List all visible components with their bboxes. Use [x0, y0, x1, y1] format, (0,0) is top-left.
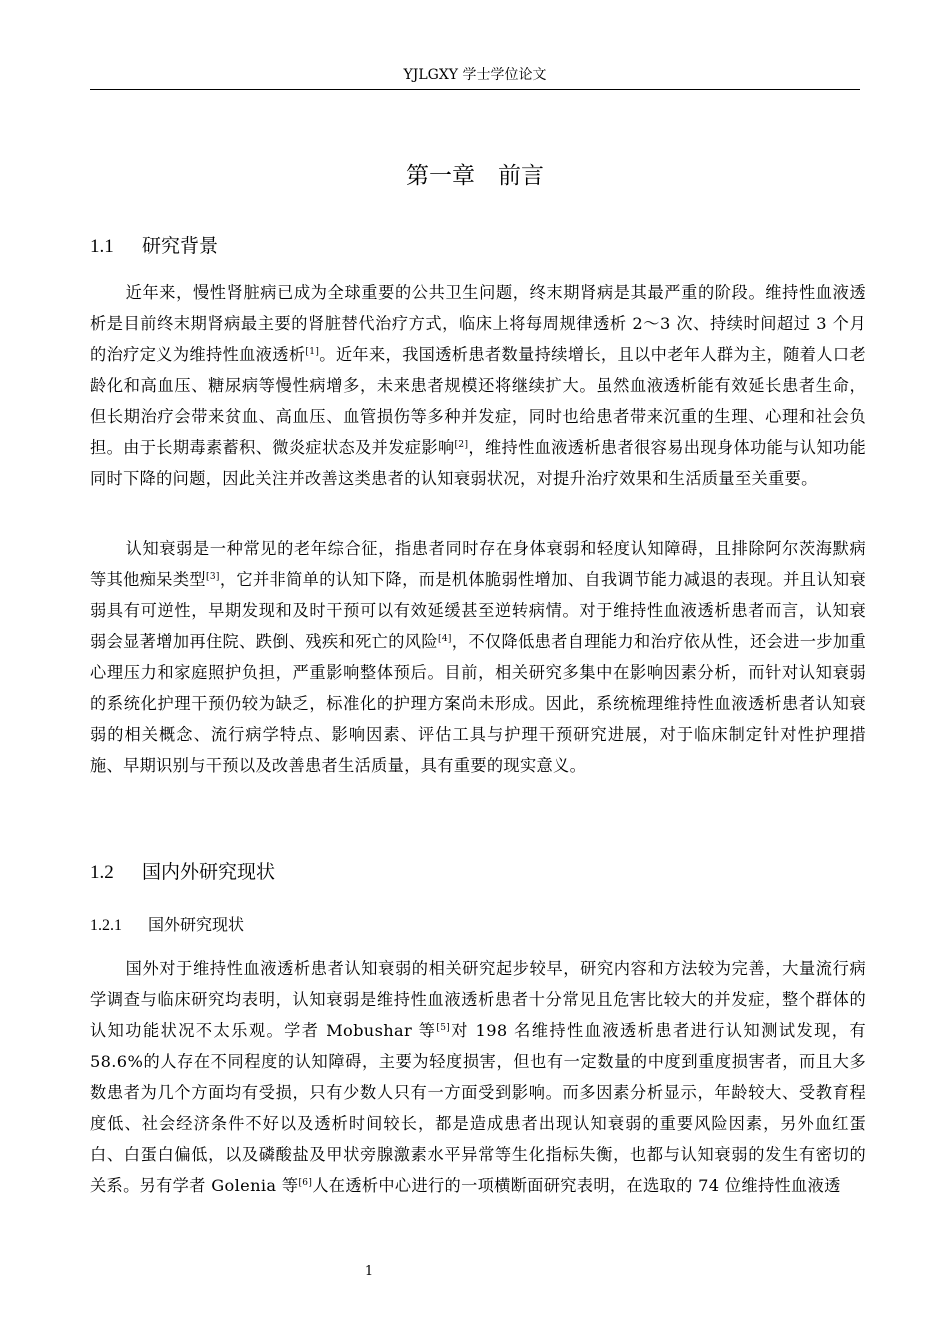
section-title: 国内外研究现状 [142, 861, 276, 883]
subsection-heading-1-2-1 [90, 913, 244, 938]
paragraph-text: ，它并非简单的认知下降，而是机体脆弱性增加、自我调节能力减退的表现。并且认知衰弱具有可逆性，早期发现和及时干预可以有效延缓甚至逆转病情。对于维持性血液透析患者而言，认知衰弱会显著增加再住院、跌倒、残疾和死亡的风险 [90, 570, 866, 651]
paragraph-text: ，不仅降低患者自理能力和治疗依从性，还会进一步加重心理压力和家庭照护负担，严重影响整体预后。目前，相关研究多集中在影响因素分析，而针对认知衰弱的系统化护理干预仍较为缺乏，标准化的护理方案尚未形成。因此，系统梳理维持性血液透析患者认知衰弱的相关概念、流行病学特点、影响因素、评估工具与护理干预研究进展，对于临床制定针对性护理措施、早期识别与干预以及改善患者生活质量，具有重要的现实意义。 [90, 632, 866, 775]
section-heading-1-1 [90, 232, 218, 261]
section-number: 1.2 [90, 862, 114, 883]
citation-3[interactable]: [3] [205, 572, 220, 582]
citation-5[interactable]: [5] [436, 1023, 451, 1033]
chapter-title: 第一章 前言 [406, 163, 544, 189]
citation-2[interactable]: [2] [454, 440, 469, 450]
paragraph-text: 对 198 名维持性血液透析患者进行认知测试发现，有 58.6%的人存在不同程度的认知障碍，主要为轻度损害，但也有一定数量的中度到重度损害者，而且大多数患者为几个方面均有受损，只有少数人只有一方面受到影响。而多因素分析显示，年龄较大、受教育程度低、社会经济条件不好以及透析时间较长，都是造成患者出现认知衰弱的重要风险因素，另外血红蛋白、白蛋白偏低，以及磷酸盐及甲状旁腺激素水平异常等生化指标失衡，也都与认知衰弱的发生有密切的关系。另有学者 Golenia 等 [90, 1021, 866, 1195]
citation-1[interactable]: [1] [305, 347, 320, 357]
subsection-title: 国外研究现状 [148, 915, 245, 934]
subsection-number: 1.2.1 [90, 917, 122, 934]
paragraph-text: 认知衰弱是一种常见的老年综合征，指患者同时存在身体衰弱和轻度认知障碍，且排除阿尔茨海默病等其他痴呆类型 [90, 539, 866, 589]
citation-6[interactable]: [6] [298, 1178, 313, 1188]
section-heading-1-2 [90, 858, 275, 887]
paragraph-background-2 [90, 533, 866, 781]
running-header: YJLGXY 学士学位论文 [90, 66, 860, 90]
section-title: 研究背景 [142, 235, 219, 257]
paragraph-text: 人在透析中心进行的一项横断面研究表明，在选取的 74 位维持性血液透 [312, 1176, 841, 1195]
citation-4[interactable]: [4] [437, 634, 452, 644]
section-number: 1.1 [90, 236, 114, 257]
paragraph-text: 。近年来，我国透析患者数量持续增长，且以中老年人群为主，随着人口老龄化和高血压、糖尿病等慢性病增多，未来患者规模还将继续扩大。虽然血液透析能有效延长患者生命，但长期治疗会带来贫血、高血压、血管损伤等多种并发症，同时也给患者带来沉重的生理、心理和社会负担。由于长期毒素蓄积、微炎症状态及并发症影响 [90, 345, 866, 457]
paragraph-foreign-research [90, 953, 866, 1201]
paragraph-background-1 [90, 277, 866, 494]
paragraph-text: ，维持性血液透析患者很容易出现身体功能与认知功能同时下降的问题，因此关注并改善这类患者的认知衰弱状况，对提升治疗效果和生活质量至关重要。 [90, 438, 866, 488]
paragraph-text: 国外对于维持性血液透析患者认知衰弱的相关研究起步较早，研究内容和方法较为完善，大量流行病学调查与临床研究均表明，认知衰弱是维持性血液透析患者十分常见且危害比较大的并发症，整个群体的认知功能状况不太乐观。学者 Mobushar 等 [90, 959, 866, 1040]
page-number: 1 [364, 1264, 374, 1279]
paragraph-text: 近年来，慢性肾脏病已成为全球重要的公共卫生问题，终末期肾病是其最严重的阶段。维持性血液透析是目前终末期肾病最主要的肾脏替代治疗方式，临床上将每周规律透析 2～3 次、持续时间超过 3 个月的治疗定义为维持性血液透析 [90, 283, 866, 364]
